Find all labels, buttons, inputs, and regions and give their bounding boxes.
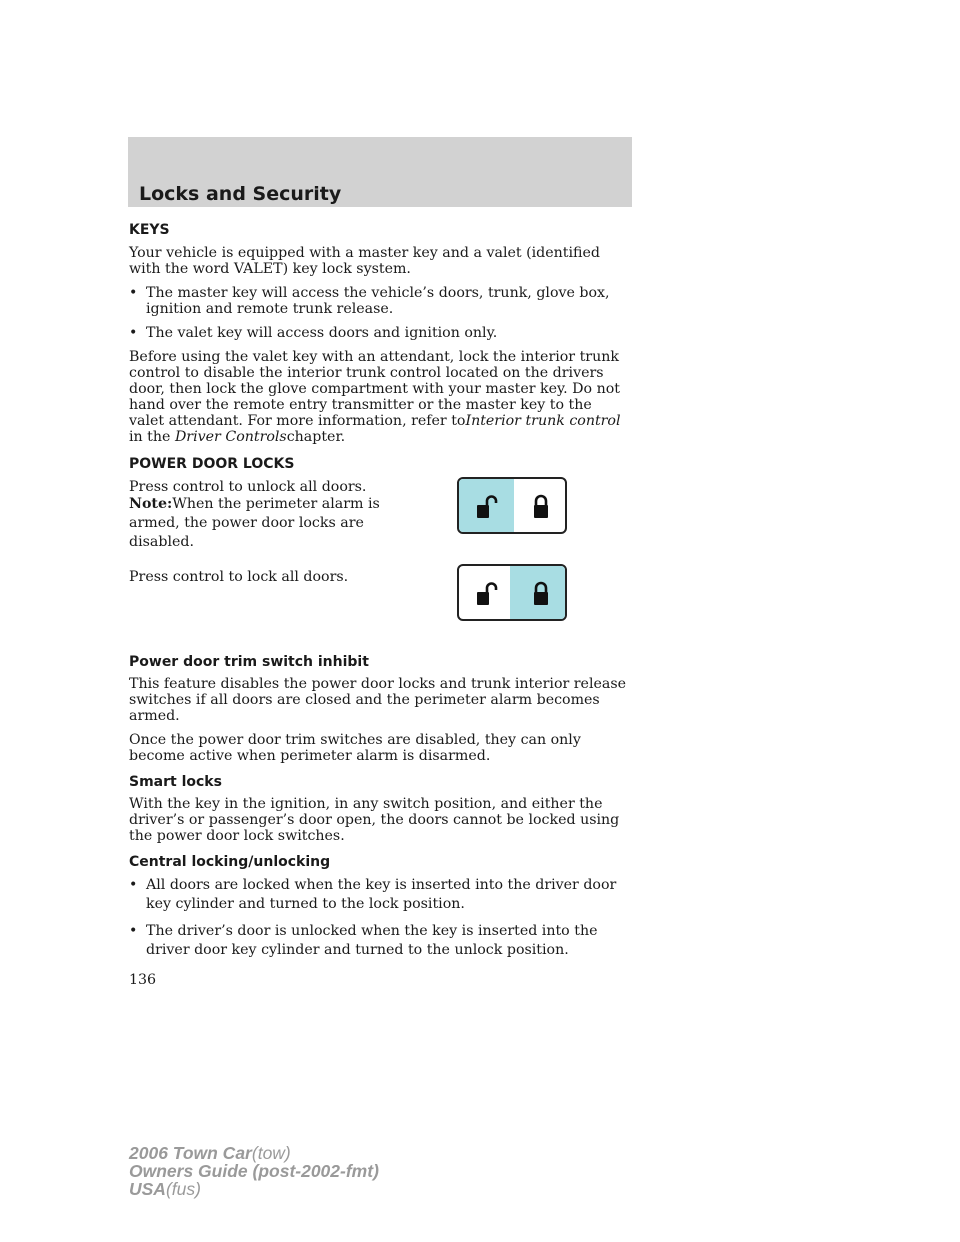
power-door-locks-heading: POWER DOOR LOCKS bbox=[129, 456, 295, 472]
unlock-icon bbox=[476, 494, 498, 520]
smart-locks-heading: Smart locks bbox=[129, 774, 222, 790]
trim-switch-heading: Power door trim switch inhibit bbox=[129, 654, 369, 670]
keys-intro: Your vehicle is equipped with a master key and a valet (identified with the word VALET) key lock system. bbox=[129, 245, 600, 277]
list-item: • The valet key will access doors and ignition only. bbox=[129, 325, 498, 341]
central-locking-heading: Central locking/unlocking bbox=[129, 854, 331, 870]
lock-icon bbox=[530, 581, 552, 607]
trim-switch-p1: This feature disables the power door locks and trunk interior release switches if all doors are closed and the perimeter alarm becomes armed. bbox=[129, 676, 627, 724]
chapter-title: Locks and Security bbox=[139, 183, 342, 205]
unlock-switch-diagram bbox=[457, 477, 567, 534]
unlock-icon bbox=[476, 581, 498, 607]
keys-heading: KEYS bbox=[129, 222, 170, 238]
power-door-locks-section bbox=[129, 479, 629, 644]
unlock-instruction: Press control to unlock all doors. bbox=[129, 479, 367, 495]
list-item: • The driver’s door is unlocked when the key is inserted into the driver door key cylinder and turned to the unlock position. bbox=[129, 923, 598, 958]
note: Note:When the perimeter alarm is armed, the power door locks are disabled. bbox=[129, 496, 380, 550]
list-item: • The master key will access the vehicle’s doors, trunk, glove box, ignition and remote trunk release. bbox=[129, 285, 610, 317]
lock-switch-diagram bbox=[457, 564, 567, 621]
smart-locks-p1: With the key in the ignition, in any switch position, and either the driver’s or passenger’s door open, the doors cannot be locked using the power door lock switches. bbox=[129, 796, 620, 844]
page-number: 136 bbox=[129, 972, 157, 988]
chapter-header bbox=[128, 137, 632, 207]
document-footer: 2006 Town Car(tow) Owners Guide (post-2002-fmt) USA(fus) bbox=[129, 1143, 379, 1199]
page-content bbox=[129, 222, 629, 988]
trim-switch-p2: Once the power door trim switches are disabled, they can only become active when perimeter alarm is disarmed. bbox=[129, 732, 581, 764]
list-item: • All doors are locked when the key is inserted into the driver door key cylinder and turned to the lock position. bbox=[129, 877, 617, 912]
lock-icon bbox=[530, 494, 552, 520]
valet-paragraph: Before using the valet key with an attendant, lock the interior trunk control to disable the interior trunk control located on the drivers door, then lock the glove compartment with your master key. Do not hand over the remote entry transmitter or the master key to the valet attendant. For more information, refer toInterior trunk control in the Driver Controlschapter. bbox=[129, 349, 621, 445]
lock-instruction: Press control to lock all doors. bbox=[129, 569, 349, 585]
